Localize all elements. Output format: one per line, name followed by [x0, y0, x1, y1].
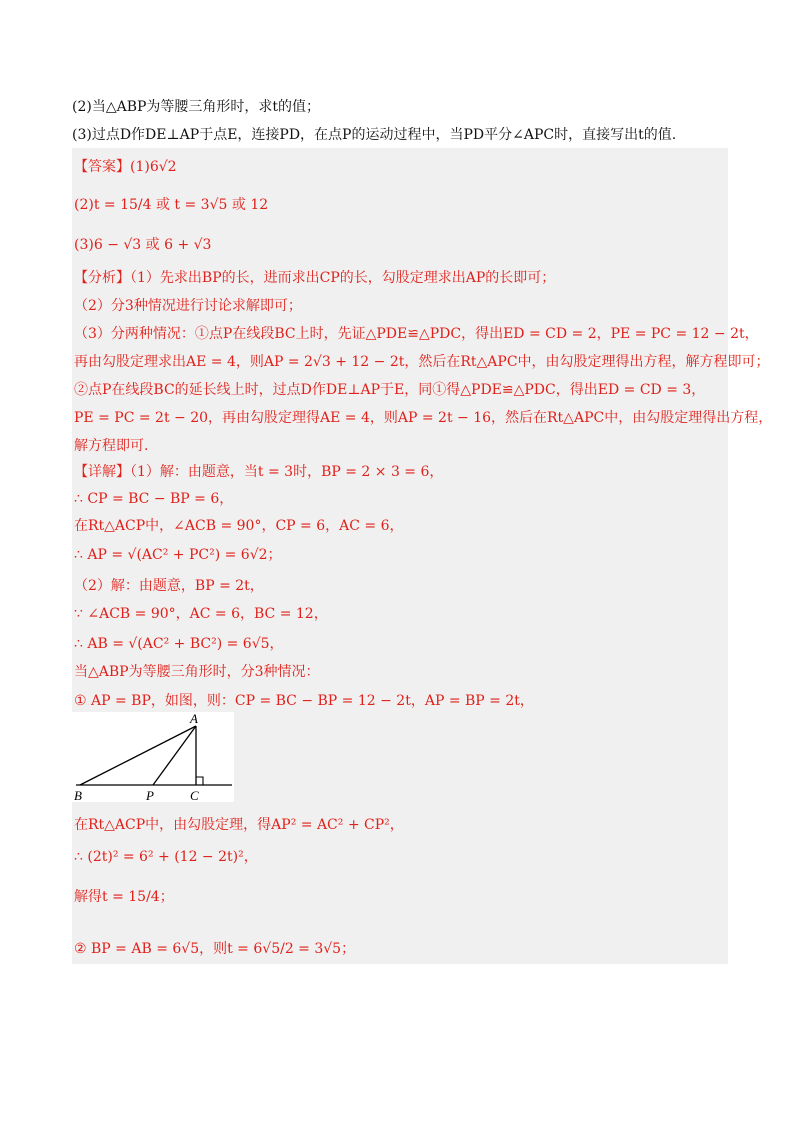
- detail-line-8: 当△ABP为等腰三角形时，分3种情况：: [74, 664, 320, 680]
- vertex-b-label: B: [74, 788, 82, 802]
- analysis-line-6: PE = PC = 2t − 20，再由勾股定理得AE = 4，则AP = 2t − 16，然后在Rt△APC中，由勾股定理得出方程，: [74, 410, 773, 426]
- question-3: (3)过点D作DE⊥AP于点E，连接PD，在点P的运动过程中，当PD平分∠APC时，直接写出t的值.: [72, 127, 677, 143]
- detail-line-10: 在Rt△ACP中，由勾股定理，得AP² = AC² + CP²，: [74, 817, 404, 833]
- detail-line-6: ∵ ∠ACB = 90°，AC = 6，BC = 12，: [74, 606, 328, 622]
- detail-line-12: 解得t = 15/4；: [74, 889, 174, 905]
- analysis-line-2: （2）分3种情况进行讨论求解即可；: [74, 298, 302, 314]
- detail-line-5: （2）解：由题意，BP = 2t，: [74, 578, 264, 594]
- analysis-line-5: ②点P在线段BC的延长线上时，过点D作DE⊥AP于E，同①得△PDE≌△PDC，得出ED = CD = 3，: [74, 382, 706, 398]
- detail-line-9: ① AP = BP，如图，则：CP = BC − BP = 12 − 2t，AP = BP = 2t，: [74, 693, 534, 709]
- analysis-line-1: 【分析】（1）先求出BP的长，进而求出CP的长，勾股定理求出AP的长即可；: [74, 270, 556, 286]
- point-p-label: P: [146, 788, 154, 802]
- answer-line-2: (2)t = 15/4 或 t = 3√5 或 12: [74, 197, 269, 213]
- question-2: (2)当△ABP为等腰三角形时，求t的值；: [72, 99, 321, 115]
- detail-line-4: ∴ AP = √(AC² + PC²) = 6√2；: [74, 547, 282, 563]
- detail-line-1: 【详解】（1）解：由题意，当t = 3时，BP = 2 × 3 = 6，: [74, 464, 444, 480]
- vertex-a-label: A: [190, 712, 198, 726]
- detail-line-11: ∴ (2t)² = 6² + (12 − 2t)²，: [74, 849, 258, 865]
- detail-line-7: ∴ AB = √(AC² + BC²) = 6√5，: [74, 636, 284, 652]
- vertex-c-label: C: [190, 788, 199, 802]
- detail-line-2: ∴ CP = BC − BP = 6，: [74, 491, 234, 507]
- answer-line-3: (3)6 − √3 或 6 + √3: [74, 237, 212, 253]
- analysis-line-4: 再由勾股定理求出AE = 4，则AP = 2√3 + 12 − 2t，然后在Rt△APC中，由勾股定理得出方程，解方程即可；: [74, 354, 770, 370]
- detail-line-3: 在Rt△ACP中，∠ACB = 90°，CP = 6，AC = 6，: [74, 518, 404, 534]
- answer-line-1: 【答案】(1)6√2: [74, 159, 177, 175]
- detail-line-13: ② BP = AB = 6√5，则t = 6√5/2 = 3√5；: [74, 941, 356, 957]
- triangle-diagram: [72, 712, 234, 802]
- analysis-line-3: （3）分两种情况：①点P在线段BC上时，先证△PDE≌△PDC，得出ED = CD = 2，PE = PC = 12 − 2t，: [74, 326, 759, 342]
- analysis-line-7: 解方程即可.: [74, 438, 149, 454]
